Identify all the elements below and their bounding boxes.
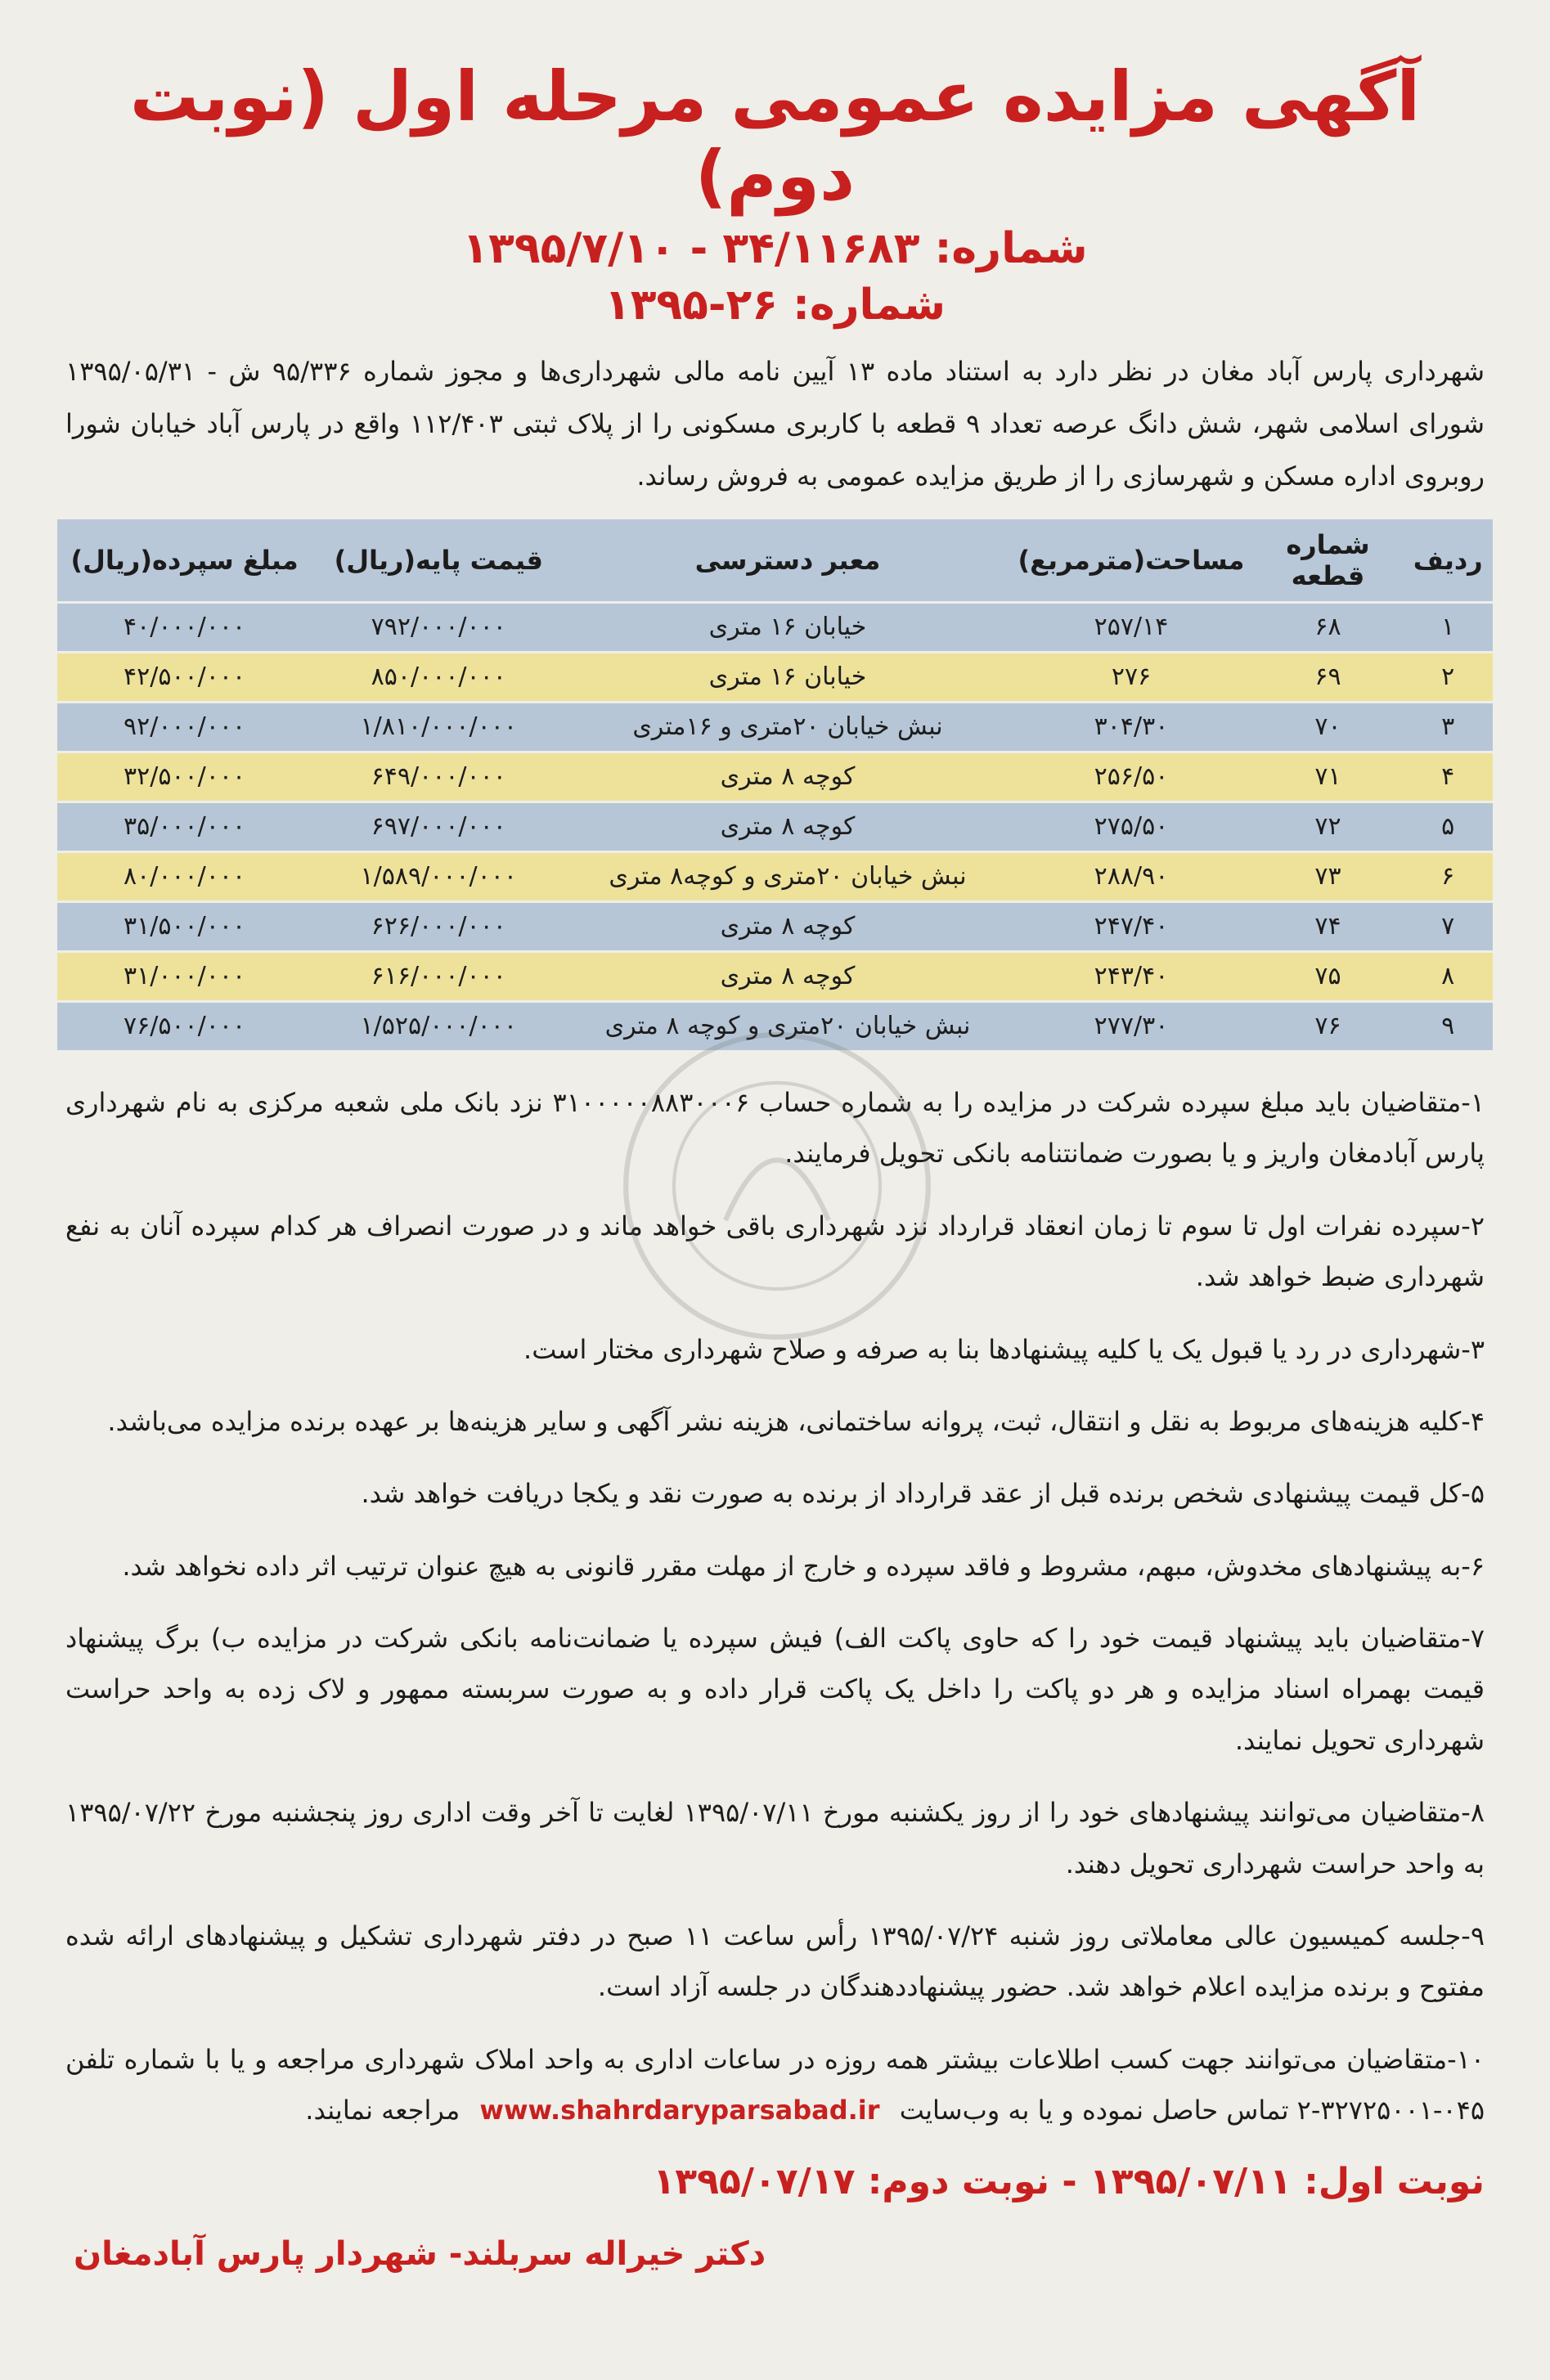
cell-area: ۲۷۵/۵۰ [1010,803,1253,851]
cell-area: ۳۰۴/۳۰ [1010,703,1253,751]
cell-base-price: ۱/۵۸۹/۰۰۰/۰۰۰ [312,853,565,900]
table-row [57,653,1493,701]
cell-base-price: ۶۹۷/۰۰۰/۰۰۰ [312,803,565,851]
cell-access-road: خیابان ۱۶ متری [565,604,1009,651]
cell-row-number: ۶ [1403,853,1493,900]
cell-row-number: ۴ [1403,753,1493,801]
condition-item: ۹-جلسه کمیسیون عالی معاملاتی روز شنبه ۱۳۹۵/۰۷/۲۴ رأس ساعت ۱۱ صبح در دفتر شهرداری تشکیل و پیشنهادهای ارائه شده مفتوح و برنده مزایده اعلام خواهد شد. حضور پیشنهاددهندگان در جلسه آزاد است. [65,1920,1485,2003]
cell-lot-number: ۷۵ [1252,953,1403,1000]
table-row [57,903,1493,950]
cell-lot-number: ۷۴ [1252,903,1403,950]
intro-paragraph: شهرداری پارس آباد مغان در نظر دارد به استناد ماده ۱۳ آیین نامه مالی شهرداری‌ها و مجوز شماره ۹۵/۳۳۶ ش - ۱۳۹۵/۰۵/۳۱ شورای اسلامی شهر، شش دانگ عرصه تعداد ۹ قطعه با کاربری مسکونی را از پلاک ثبتی ۱۱۲/۴۰۳ واقع در پارس آباد خیابان شورا روبروی اداره مسکن و شهرسازی را از طریق مزایده عمومی به فروش رساند. [65,355,1485,492]
cell-deposit: ۴۰/۰۰۰/۰۰۰ [57,604,312,651]
cell-access-road: نبش خیابان ۲۰متری و کوچه ۸ متری [565,1003,1009,1050]
cell-deposit: ۸۰/۰۰۰/۰۰۰ [57,853,312,900]
notice-title: آگهی مزایده عمومی مرحله اول (نوبت دوم) [129,56,1421,216]
cell-base-price: ۸۵۰/۰۰۰/۰۰۰ [312,653,565,701]
condition-item: ۱-متقاضیان باید مبلغ سپرده شرکت در مزایده را به شماره حساب ۳۱۰۰۰۰۰۸۸۳۰۰۰۶ نزد بانک ملی شعبه مرکزی به نام شهرداری پارس آبادمغان واریز و یا بصورت ضمانتنامه بانکی تحویل فرمایند. [65,1086,1485,1170]
cell-row-number: ۳ [1403,703,1493,751]
cell-base-price: ۷۹۲/۰۰۰/۰۰۰ [312,604,565,651]
condition-item: ۷-متقاضیان باید پیشنهاد قیمت خود را که حاوی پاکت الف) فیش سپرده یا ضمانت‌نامه بانکی شرکت در مزایده ب) برگ پیشنهاد قیمت بهمراه اسناد مزایده و هر دو پاکت را داخل یک پاکت قرار داده و به صورت سربسته ممهور و لاک زده به واحد حراست شهرداری تحویل نمایند. [65,1623,1485,1756]
cell-lot-number: ۶۹ [1252,653,1403,701]
cell-area: ۲۵۷/۱۴ [1010,604,1253,651]
cell-row-number: ۲ [1403,653,1493,701]
cell-area: ۲۵۶/۵۰ [1010,753,1253,801]
table-header-row [57,519,1493,601]
mayor-signature: دکتر خیراله سربلند- شهردار پارس آبادمغان [74,2234,766,2273]
cell-access-road: کوچه ۸ متری [565,753,1009,801]
cell-base-price: ۱/۸۱۰/۰۰۰/۰۰۰ [312,703,565,751]
table-row [57,953,1493,1000]
cell-row-number: ۵ [1403,803,1493,851]
cell-deposit: ۳۵/۰۰۰/۰۰۰ [57,803,312,851]
table-row [57,803,1493,851]
cell-lot-number: ۷۳ [1252,853,1403,900]
header-deposit: مبلغ سپرده(ریال) [57,519,312,601]
condition-item: ۶-به پیشنهادهای مخدوش، مبهم، مشروط و فاقد سپرده و خارج از مهلت مقرر قانونی به هیچ عنوان ترتیب اثر داده نخواهد شد. [122,1550,1485,1582]
cell-area: ۲۸۸/۹۰ [1010,853,1253,900]
cell-lot-number: ۶۸ [1252,604,1403,651]
table-row [57,853,1493,900]
cell-deposit: ۴۲/۵۰۰/۰۰۰ [57,653,312,701]
cell-deposit: ۹۲/۰۰۰/۰۰۰ [57,703,312,751]
cell-access-road: کوچه ۸ متری [565,953,1009,1000]
cell-deposit: ۷۶/۵۰۰/۰۰۰ [57,1003,312,1050]
publication-dates: نوبت اول: ۱۳۹۵/۰۷/۱۱ - نوبت دوم: ۱۳۹۵/۰۷/۱۷ [653,2160,1485,2203]
cell-base-price: ۶۱۶/۰۰۰/۰۰۰ [312,953,565,1000]
cell-row-number: ۷ [1403,903,1493,950]
header-access-road: معبر دسترسی [565,519,1009,601]
notice-number-2: شماره: ۲۶-۱۳۹۵ [604,280,946,330]
cell-access-road: خیابان ۱۶ متری [565,653,1009,701]
contact-text-end: مراجعه نمایند. [305,2095,461,2126]
cell-lot-number: ۷۱ [1252,753,1403,801]
cell-access-road: نبش خیابان ۲۰متری و کوچه۸ متری [565,853,1009,900]
cell-lot-number: ۷۶ [1252,1003,1403,1050]
cell-row-number: ۹ [1403,1003,1493,1050]
cell-deposit: ۳۱/۵۰۰/۰۰۰ [57,903,312,950]
header-area: مساحت(مترمربع) [1010,519,1253,601]
cell-row-number: ۱ [1403,604,1493,651]
condition-item: ۳-شهرداری در رد یا قبول یک یا کلیه پیشنهادها بنا به صرفه و صلاح شهرداری مختار است. [523,1333,1485,1365]
cell-lot-number: ۷۰ [1252,703,1403,751]
cell-access-road: نبش خیابان ۲۰متری و ۱۶متری [565,703,1009,751]
cell-area: ۲۷۷/۳۰ [1010,1003,1253,1050]
notice-number-1: شماره: ۳۴/۱۱۶۸۳ - ۱۳۹۵/۷/۱۰ [462,224,1088,274]
cell-access-road: کوچه ۸ متری [565,903,1009,950]
cell-deposit: ۳۱/۰۰۰/۰۰۰ [57,953,312,1000]
website-link[interactable]: www.shahrdaryparsabad.ir [479,2095,880,2126]
cell-area: ۲۷۶ [1010,653,1253,701]
cell-row-number: ۸ [1403,953,1493,1000]
cell-access-road: کوچه ۸ متری [565,803,1009,851]
table-row [57,1003,1493,1050]
condition-item: ۸-متقاضیان می‌توانند پیشنهادهای خود را از روز یکشنبه مورخ ۱۳۹۵/۰۷/۱۱ لغایت تا آخر وقت اداری روز پنجشنبه مورخ ۱۳۹۵/۰۷/۲۲ به واحد حراست شهرداری تحویل دهند. [65,1797,1485,1879]
cell-lot-number: ۷۲ [1252,803,1403,851]
condition-item: ۵-کل قیمت پیشنهادی شخص برنده قبل از عقد قرارداد از برنده به صورت نقد و یکجا دریافت خواهد شد. [361,1478,1485,1510]
table-row [57,604,1493,651]
lots-table [57,517,1493,1053]
cell-base-price: ۶۴۹/۰۰۰/۰۰۰ [312,753,565,801]
cell-area: ۲۴۷/۴۰ [1010,903,1253,950]
header-row-number: ردیف [1403,519,1493,601]
cell-deposit: ۳۲/۵۰۰/۰۰۰ [57,753,312,801]
contact-text: ۱۰-متقاضیان می‌توانند جهت کسب اطلاعات بیشتر همه روزه در ساعات اداری به واحد املاک شهرداری مراجعه و یا با شماره تلفن ۰۴۵-۳۲۷۲۵۰۰۱-۲ تماس حاصل نموده و یا به وب‌سایت [65,2043,1485,2126]
header-lot-number: شماره قطعه [1252,519,1403,601]
conditions-list [65,1077,1485,2136]
cell-base-price: ۱/۵۲۵/۰۰۰/۰۰۰ [312,1003,565,1050]
cell-base-price: ۶۲۶/۰۰۰/۰۰۰ [312,903,565,950]
table-row [57,703,1493,751]
condition-item: ۴-کلیه هزینه‌های مربوط به نقل و انتقال، ثبت، پروانه ساختمانی، هزینه نشر آگهی و سایر هزینه‌ها بر عهده برنده مزایده می‌باشد. [107,1405,1485,1437]
table-row [57,753,1493,801]
cell-area: ۲۴۳/۴۰ [1010,953,1253,1000]
condition-item-contact [65,2034,1485,2136]
condition-item: ۲-سپرده نفرات اول تا سوم تا زمان انعقاد قرارداد نزد شهرداری باقی خواهد ماند و در صورت انصراف هر کدام سپرده آنان به نفع شهرداری ضبط خواهد شد. [65,1210,1485,1293]
header-base-price: قیمت پایه(ریال) [312,519,565,601]
